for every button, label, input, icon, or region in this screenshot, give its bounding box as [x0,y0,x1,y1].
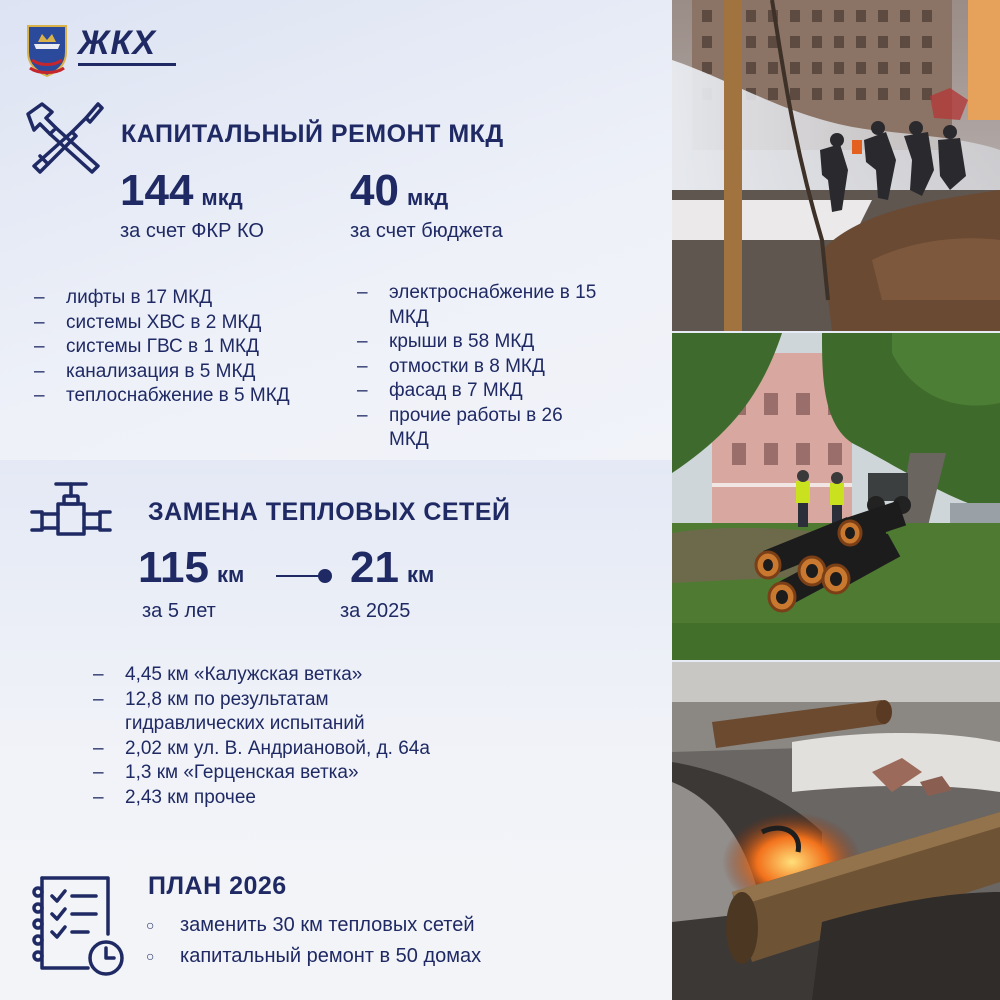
repair-list-left [34,286,354,409]
photo-pipes-on-lawn-icon [672,333,1000,660]
checklist-clock-icon [32,874,126,978]
list-item: – 2,02 км ул. В. Андриановой, д. 64а [93,737,513,762]
plan-title: ПЛАН 2026 [148,872,287,900]
stat-5-years [138,543,244,593]
list-item: – 4,45 км «Калужская ветка» [93,663,513,688]
list-item: – крыши в 58 МКД [357,330,607,355]
stat-5-years-caption: за 5 лет [142,600,216,622]
capital-repair-title: КАПИТАЛЬНЫЙ РЕМОНТ МКД [121,120,504,148]
list-item: – лифты в 17 МКД [34,286,354,311]
stat-fkr-value: 144 [120,166,194,215]
stat-2025-unit: км [406,562,435,587]
stat-5-years-unit: км [216,562,245,587]
list-item: – фасад в 7 МКД [357,379,607,404]
kaluga-region-coat-of-arms-icon [24,22,70,78]
pipe-valve-icon [28,480,114,542]
list-item: – системы ХВС в 2 МКД [34,311,354,336]
list-item: – 12,8 км по результатам гидравлических испытаний [93,688,453,737]
list-item: – электроснабжение в 15 МКД [357,281,607,330]
stat-budget-unit: мкд [406,185,449,210]
brand-underline [78,63,176,66]
stat-fkr-unit: мкд [201,185,243,210]
list-item: – канализация в 5 МКД [34,360,354,385]
list-item: ○ капитальный ремонт в 50 домах [146,941,626,972]
photo-pipe-welding-icon [672,662,1000,1000]
stat-fkr [120,166,243,216]
hammer-screwdriver-icon [22,100,104,178]
photo-workers-steam-icon [672,0,1000,331]
stat-2025 [350,543,434,593]
stat-2025-value: 21 [350,543,399,592]
list-item: – системы ГВС в 1 МКД [34,335,354,360]
stat-2025-caption: за 2025 [340,600,411,622]
stat-budget-caption: за счет бюджета [350,220,503,242]
brand-title: ЖКХ [78,24,157,62]
list-item: – теплоснабжение в 5 МКД [34,384,354,409]
list-item: – 2,43 км прочее [93,786,513,811]
stat-5-years-value: 115 [138,543,209,592]
list-item: – отмостки в 8 МКД [357,355,607,380]
list-item: – прочие работы в 26 МКД [357,404,607,453]
heating-title: ЗАМЕНА ТЕПЛОВЫХ СЕТЕЙ [148,498,511,526]
list-item: – 1,3 км «Герценская ветка» [93,761,513,786]
stat-budget-value: 40 [350,166,399,215]
heating-list [93,663,513,810]
stat-fkr-caption: за счет ФКР КО [120,220,264,242]
plan-list [146,910,626,972]
stat-budget [350,166,448,216]
arrow-line [276,575,322,577]
arrow-dot [318,569,332,583]
repair-list-right [357,281,607,453]
list-item: ○ заменить 30 км тепловых сетей [146,910,626,941]
